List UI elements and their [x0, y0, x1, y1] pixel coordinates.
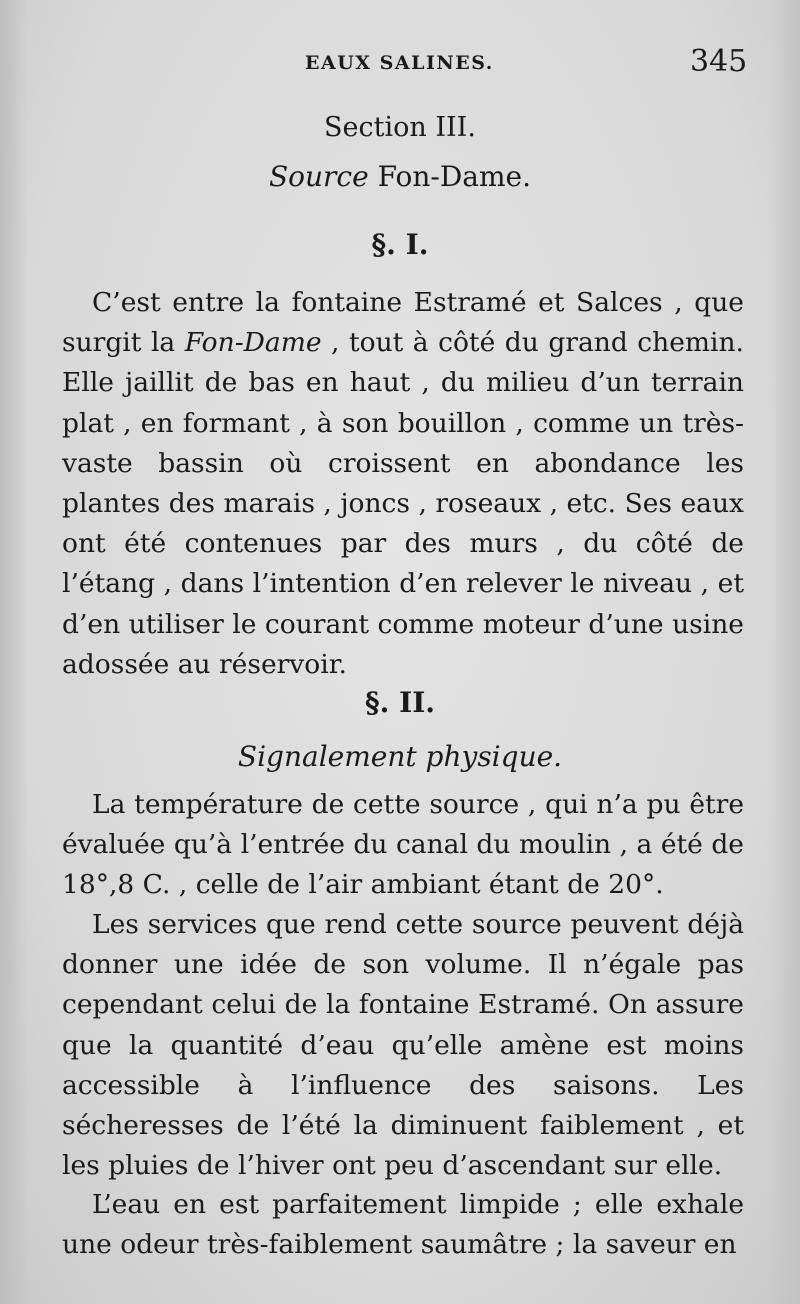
running-head: EAUX SALINES. — [305, 52, 494, 74]
section-title: Section III. — [324, 112, 476, 143]
paragraph-2-text-1: La température de cette source , qui n’a pu être évaluée qu’à l’entrée du canal du moulin , a été de 18°,8 C. , celle de l’air ambiant étant de 20°. — [62, 789, 744, 901]
source-label: Source — [268, 160, 369, 193]
paragraph-2-text-3: L’eau en est parfaitement limpide ; elle exhale une odeur très-faiblement saumâtre ; la saveur en — [62, 1189, 744, 1261]
paragraph-1-italic-name: Fon-Dame — [184, 327, 322, 359]
subheading: Signalement physique. — [237, 740, 563, 773]
paragraph-mark-2: §. II. — [364, 686, 436, 719]
paragraph-2-text-2: Les services que rend cette source peuvent déjà donner une idée de son volume. Il n’égale pas cependant celui de la fontaine Estramé. On assure que la quantité d’eau qu’elle amène est moins accessible à l’influence des saisons. Les sécheresses de l’été la diminuent faiblement , et les pluies de l’hiver ont peu d’ascendant sur elle. — [62, 909, 744, 1182]
source-name: Fon-Dame. — [377, 160, 532, 193]
paragraph-mark-1: §. I. — [371, 228, 429, 261]
source-title — [0, 160, 800, 193]
paragraph-1-text-after: , tout à côté du grand chemin. Elle jaillit de bas en haut , du milieu d’un terrain plat , en formant , à son bouillon , comme un très-vaste bassin où croissent en abondance les plantes des marais , joncs , roseaux , etc. Ses eaux ont été contenues par des murs , du côté de l’étang , dans l’intention d’en relever le niveau , et d’en utiliser le courant comme moteur d’une usine adossée au réservoir. — [62, 327, 744, 680]
paragraph-1-text — [62, 283, 744, 685]
page-edge-shadow — [770, 0, 800, 1304]
paragraph-1-text-before: C’est entre la fontaine Estramé et Salces , que surgit la — [62, 287, 744, 359]
page-gutter-shadow — [0, 0, 28, 1304]
page-number: 345 — [690, 44, 748, 79]
